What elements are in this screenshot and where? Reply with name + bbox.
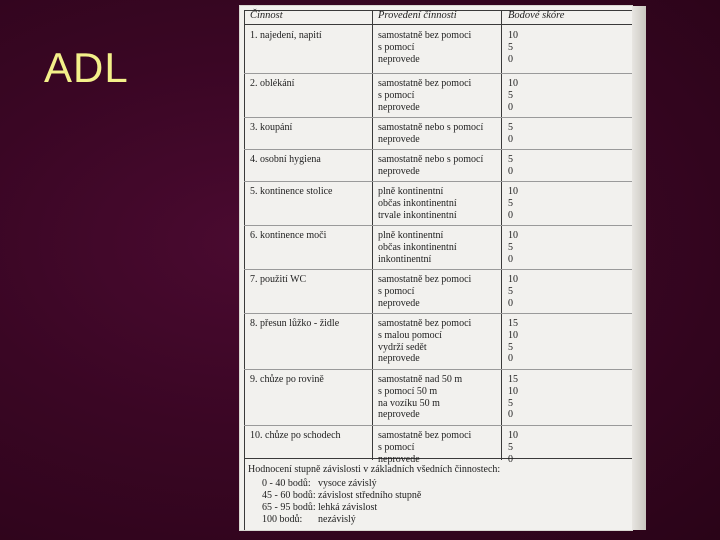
row-divider xyxy=(244,117,632,118)
summary-label: nezávislý xyxy=(318,514,356,525)
row-divider xyxy=(244,269,632,270)
summary-item xyxy=(262,490,421,501)
column-divider-1 xyxy=(372,10,373,460)
option-text: s pomocí 50 m xyxy=(378,385,438,397)
summary-label: vysoce závislý xyxy=(318,478,377,489)
summary-range: 65 - 95 bodů: xyxy=(262,502,316,513)
table-row-options xyxy=(378,230,457,265)
score-value: 10 xyxy=(508,430,518,441)
summary-item xyxy=(262,478,377,489)
option-text: s pomocí xyxy=(378,441,415,453)
table-row-scores xyxy=(508,374,518,421)
option-text: s pomocí xyxy=(378,89,415,101)
option-text: neprovede xyxy=(378,101,420,113)
table-row-scores xyxy=(508,30,518,65)
option-text: s pomocí xyxy=(378,41,415,53)
page-edge xyxy=(632,6,646,530)
score-value: 0 xyxy=(508,133,513,145)
score-value: 5 xyxy=(508,285,513,297)
score-value: 0 xyxy=(508,53,513,65)
option-text: plně kontinentní xyxy=(378,186,444,197)
option-text: neprovede xyxy=(378,165,420,177)
table-row-options xyxy=(378,30,471,65)
score-value: 5 xyxy=(508,154,513,165)
score-value: 15 xyxy=(508,318,518,329)
table-row-activity: 4. osobní hygiena xyxy=(250,154,321,165)
option-text: s pomocí xyxy=(378,285,415,297)
option-text: plně kontinentní xyxy=(378,230,444,241)
option-text: neprovede xyxy=(378,409,420,421)
score-value: 5 xyxy=(508,197,513,209)
table-row-activity: 7. použití WC xyxy=(250,274,307,285)
table-row-activity: 2. oblékání xyxy=(250,78,295,89)
table-row-options xyxy=(378,274,471,309)
score-value: 0 xyxy=(508,353,513,365)
option-text: občas inkontinentní xyxy=(378,197,457,209)
score-value: 0 xyxy=(508,409,513,421)
score-value: 10 xyxy=(508,30,518,41)
row-divider xyxy=(244,149,632,150)
adl-scale-document xyxy=(240,6,632,530)
option-text: samostatně nad 50 m xyxy=(378,374,463,385)
row-divider xyxy=(244,313,632,314)
column-divider-2 xyxy=(501,10,502,460)
score-value: 0 xyxy=(508,101,513,113)
score-value: 10 xyxy=(508,186,518,197)
option-text: samostatně bez pomoci xyxy=(378,430,472,441)
table-row-options xyxy=(378,154,483,178)
score-value: 5 xyxy=(508,397,513,409)
score-value: 0 xyxy=(508,453,513,465)
summary-item xyxy=(262,502,377,513)
option-text: na vozíku 50 m xyxy=(378,397,440,409)
score-value: 10 xyxy=(508,329,518,341)
column-header-score: Bodové skóre xyxy=(508,10,565,21)
summary-label: závislost středního stupně xyxy=(318,490,422,501)
score-value: 10 xyxy=(508,230,518,241)
score-value: 0 xyxy=(508,209,513,221)
summary-range: 0 - 40 bodů: xyxy=(262,478,311,489)
score-value: 5 xyxy=(508,122,513,133)
table-row-options xyxy=(378,78,471,113)
slide-title: ADL xyxy=(44,44,129,91)
option-text: neprovede xyxy=(378,133,420,145)
score-value: 0 xyxy=(508,165,513,177)
table-row-scores xyxy=(508,122,513,146)
header-divider xyxy=(244,24,632,25)
score-value: 10 xyxy=(508,78,518,89)
table-row-options xyxy=(378,186,457,221)
option-text: inkontinentní xyxy=(378,253,432,265)
summary-range: 45 - 60 bodů: xyxy=(262,490,316,501)
table-row-options xyxy=(378,318,471,365)
table-row-activity: 6. kontinence moči xyxy=(250,230,327,241)
option-text: neprovede xyxy=(378,353,420,365)
row-divider xyxy=(244,73,632,74)
option-text: vydrží sedět xyxy=(378,341,427,353)
table-row-activity: 9. chůze po rovině xyxy=(250,374,324,385)
row-divider xyxy=(244,181,632,182)
score-value: 15 xyxy=(508,374,518,385)
option-text: neprovede xyxy=(378,453,420,465)
option-text: občas inkontinentní xyxy=(378,241,457,253)
score-value: 5 xyxy=(508,441,513,453)
table-row-scores xyxy=(508,274,518,309)
summary-border-left xyxy=(244,458,245,530)
option-text: samostatně nebo s pomocí xyxy=(378,122,484,133)
column-header-performance: Provedení činnosti xyxy=(378,10,457,21)
table-border-left xyxy=(244,10,245,460)
table-row-scores xyxy=(508,78,518,113)
table-row-scores xyxy=(508,186,518,221)
option-text: neprovede xyxy=(378,297,420,309)
table-row-scores xyxy=(508,230,518,265)
table-row-scores xyxy=(508,154,513,178)
table-row-options xyxy=(378,374,462,421)
table-row-scores xyxy=(508,318,518,365)
table-row-activity: 8. přesun lůžko - židle xyxy=(250,318,340,329)
table-row-activity: 5. kontinence stolice xyxy=(250,186,333,197)
option-text: samostatně bez pomoci xyxy=(378,78,472,89)
summary-title: Hodnocení stupně závislosti v základních všedních činnostech: xyxy=(248,464,501,475)
table-row-scores xyxy=(508,430,518,465)
summary-range: 100 bodů: xyxy=(262,514,303,525)
table-row-activity: 1. najedení, napití xyxy=(250,30,322,41)
column-header-activity: Činnost xyxy=(250,10,283,21)
option-text: samostatně nebo s pomocí xyxy=(378,154,484,165)
score-value: 5 xyxy=(508,89,513,101)
table-row-options xyxy=(378,430,471,465)
option-text: samostatně bez pomoci xyxy=(378,318,472,329)
score-value: 5 xyxy=(508,341,513,353)
table-row-activity: 3. koupání xyxy=(250,122,293,133)
option-text: trvale inkontinentní xyxy=(378,209,457,221)
option-text: neprovede xyxy=(378,53,420,65)
summary-label: lehká závislost xyxy=(318,502,378,513)
summary-item xyxy=(262,514,356,525)
score-value: 0 xyxy=(508,297,513,309)
row-divider xyxy=(244,369,632,370)
option-text: samostatně bez pomoci xyxy=(378,274,472,285)
option-text: samostatně bez pomoci xyxy=(378,30,472,41)
row-divider xyxy=(244,425,632,426)
option-text: s malou pomocí xyxy=(378,329,442,341)
score-value: 10 xyxy=(508,385,518,397)
table-row-options xyxy=(378,122,483,146)
table-row-activity: 10. chůze po schodech xyxy=(250,430,341,441)
score-value: 0 xyxy=(508,253,513,265)
row-divider xyxy=(244,225,632,226)
score-value: 10 xyxy=(508,274,518,285)
score-value: 5 xyxy=(508,41,513,53)
score-value: 5 xyxy=(508,241,513,253)
